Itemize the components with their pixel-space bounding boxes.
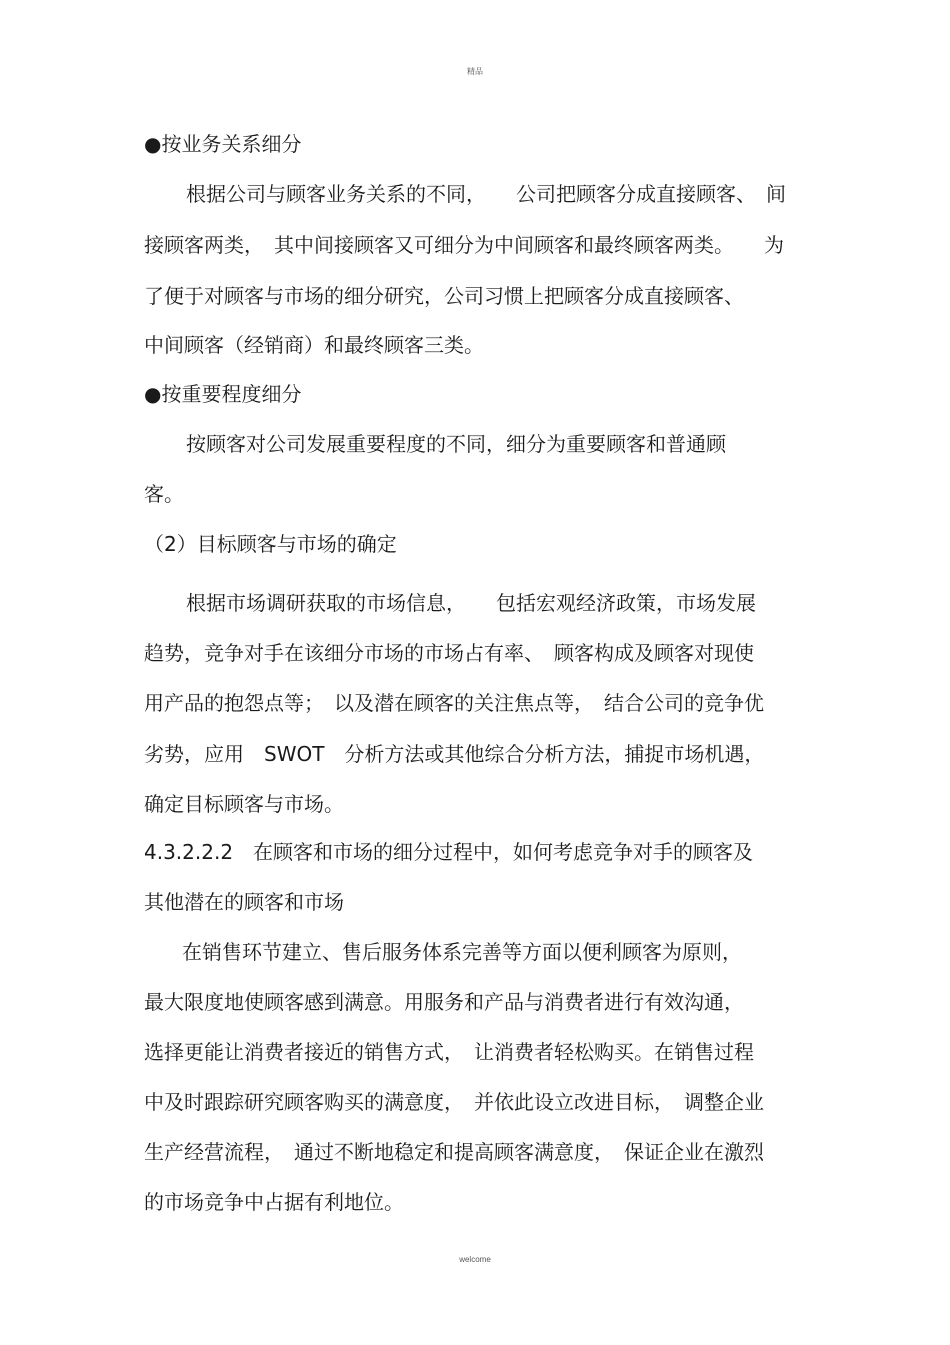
paragraph-line: 劣势，应用 SWOT 分析方法或其他综合分析方法，捕捉市场机遇， <box>144 742 765 766</box>
paragraph-line: 在销售环节建立、售后服务体系完善等方面以便利顾客为原则， <box>182 940 742 964</box>
paragraph-line: 生产经营流程， 通过不断地稳定和提高顾客满意度， 保证企业在激烈 <box>144 1140 764 1164</box>
section-heading-numbered-cont: 其他潜在的顾客和市场 <box>144 890 344 914</box>
section-heading-numbered: 4.3.2.2.2 在顾客和市场的细分过程中，如何考虑竞争对手的顾客及 <box>144 840 754 864</box>
paragraph-line: 趋势，竞争对手在该细分市场的市场占有率、 顾客构成及顾客对现使 <box>144 641 754 665</box>
paragraph-line: 客。 <box>144 482 184 506</box>
paragraph-line: 的市场竞争中占据有利地位。 <box>144 1190 404 1214</box>
section-heading-target: （2）目标顾客与市场的确定 <box>144 532 397 556</box>
paragraph-line: 选择更能让消费者接近的销售方式， 让消费者轻松购买。在销售过程 <box>144 1040 754 1064</box>
paragraph-line: 根据市场调研获取的市场信息， 包括宏观经济政策，市场发展 <box>186 591 756 615</box>
heading-importance: ●按重要程度细分 <box>144 382 302 406</box>
page-footer-mark: welcome <box>459 1255 491 1264</box>
paragraph-line: 接顾客两类， 其中间接顾客又可细分为中间顾客和最终顾客两类。 为 <box>144 233 784 257</box>
paragraph-line: 中及时跟踪研究顾客购买的满意度， 并依此设立改进目标， 调整企业 <box>144 1090 764 1114</box>
paragraph-line: 中间顾客（经销商）和最终顾客三类。 <box>144 333 484 357</box>
paragraph-line: 最大限度地使顾客感到满意。用服务和产品与消费者进行有效沟通， <box>144 990 744 1014</box>
paragraph-line: 确定目标顾客与市场。 <box>144 792 344 816</box>
heading-business-relation: ●按业务关系细分 <box>144 132 302 156</box>
paragraph-line: 按顾客对公司发展重要程度的不同，细分为重要顾客和普通顾 <box>186 432 726 456</box>
page-header-mark: 精品 <box>467 67 483 76</box>
paragraph-line: 根据公司与顾客业务关系的不同， 公司把顾客分成直接顾客、 间 <box>186 182 786 206</box>
paragraph-line: 用产品的抱怨点等； 以及潜在顾客的关注焦点等， 结合公司的竞争优 <box>144 691 764 715</box>
paragraph-line: 了便于对顾客与市场的细分研究，公司习惯上把顾客分成直接顾客、 <box>144 284 744 308</box>
